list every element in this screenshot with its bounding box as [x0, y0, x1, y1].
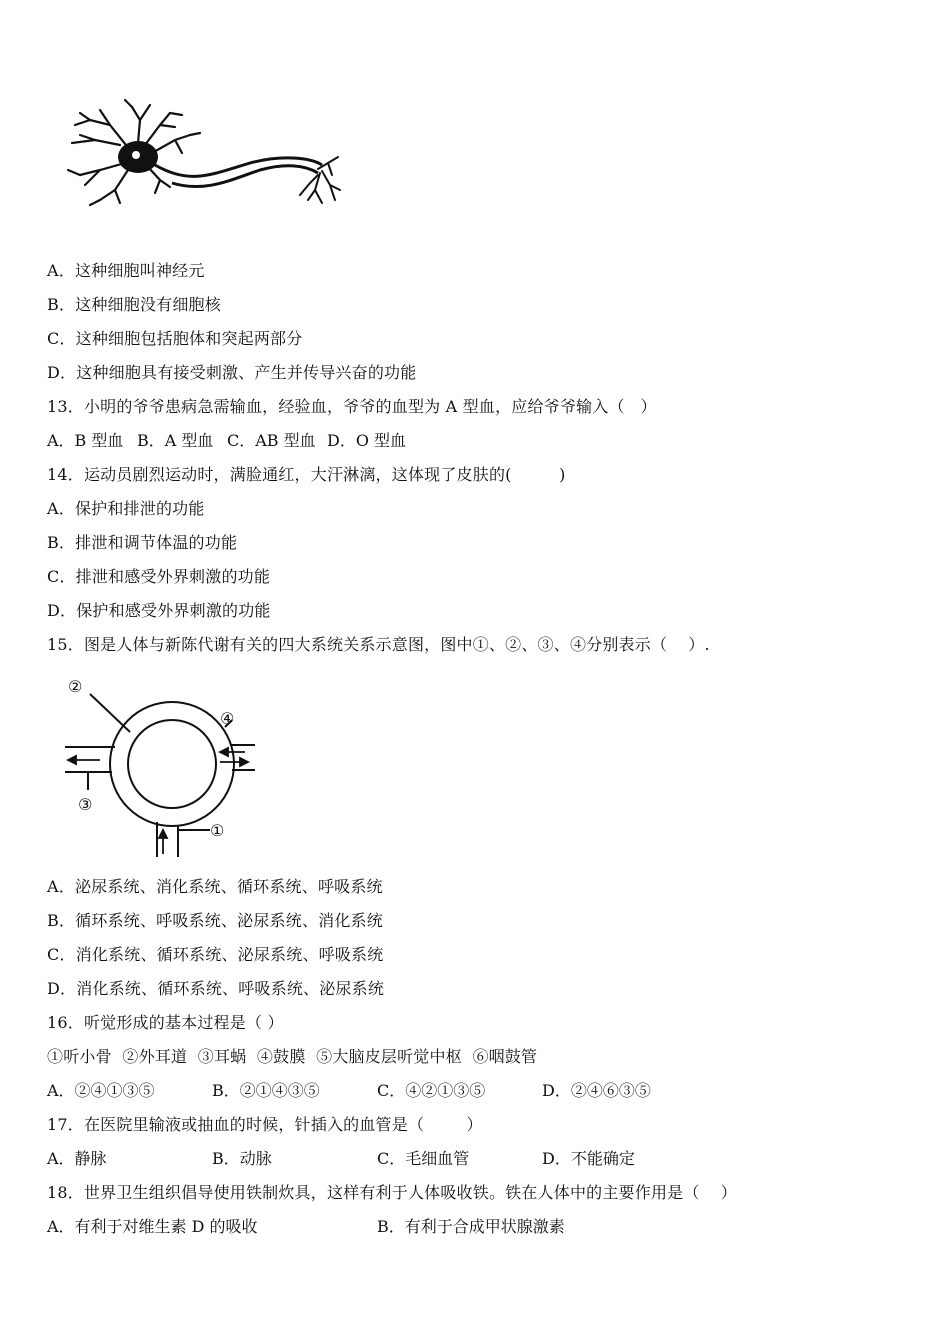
- q17-option-c: C．毛细血管: [377, 1149, 470, 1168]
- q17-option-b: B．动脉: [212, 1149, 272, 1168]
- q16-items: ①听小骨 ②外耳道 ③耳蜗 ④鼓膜 ⑤大脑皮层听觉中枢 ⑥咽鼓管: [47, 1047, 538, 1066]
- q12-option-b: B．这种细胞没有细胞核: [47, 295, 221, 314]
- q15-option-b: B．循环系统、呼吸系统、泌尿系统、消化系统: [47, 911, 383, 930]
- q14-stem: 14．运动员剧烈运动时，满脸通红，大汗淋漓，这体现了皮肤的( ): [47, 465, 566, 484]
- label-3: ③: [78, 795, 93, 814]
- q14-option-d: D．保护和感受外界刺激的功能: [47, 601, 271, 620]
- q15-stem: 15．图是人体与新陈代谢有关的四大系统关系示意图，图中①、②、③、④分别表示（ ）.: [47, 635, 710, 654]
- neuron-figure: [60, 95, 345, 225]
- q15-option-d: D．消化系统、循环系统、呼吸系统、泌尿系统: [47, 979, 385, 998]
- q15-option-c: C．消化系统、循环系统、泌尿系统、呼吸系统: [47, 945, 384, 964]
- systems-drawing: [60, 672, 270, 862]
- q13-option-d: D．O 型血: [327, 431, 407, 450]
- q17-option-a: A．静脉: [47, 1149, 107, 1168]
- q18-options: [47, 1217, 565, 1277]
- neuron-drawing: [60, 95, 345, 225]
- q13-option-a: A．B 型血: [47, 431, 124, 450]
- q16-option-b: B．②①④③⑤: [212, 1081, 320, 1100]
- q14-option-b: B．排泄和调节体温的功能: [47, 533, 238, 552]
- q17-option-d: D．不能确定: [542, 1149, 635, 1168]
- q12-option-c: C．这种细胞包括胞体和突起两部分: [47, 329, 303, 348]
- q18-stem: 18．世界卫生组织倡导使用铁制炊具，这样有利于人体吸收铁。铁在人体中的主要作用是（ ）: [47, 1183, 737, 1202]
- q18-option-a: A．有利于对维生素 D 的吸收: [47, 1217, 258, 1236]
- q16-option-d: D．②④⑥③⑤: [542, 1081, 651, 1100]
- q14-option-c: C．排泄和感受外界刺激的功能: [47, 567, 271, 586]
- q14-option-a: A．保护和排泄的功能: [47, 499, 205, 518]
- q18-option-b: B．有利于合成甲状腺激素: [377, 1217, 565, 1236]
- q15-option-a: A．泌尿系统、消化系统、循环系统、呼吸系统: [47, 877, 383, 896]
- q13-stem: 13．小明的爷爷患病急需输血，经验血，爷爷的血型为 A 型血，应给爷爷输入（ ）: [47, 397, 657, 416]
- systems-diagram: [60, 672, 270, 862]
- q13-option-b: B．A 型血: [137, 431, 214, 450]
- label-4: ④: [220, 709, 235, 728]
- q13-option-c: C．AB 型血: [227, 431, 316, 450]
- q17-stem: 17．在医院里输液或抽血的时候，针插入的血管是（ ）: [47, 1115, 483, 1134]
- q16-option-a: A．②④①③⑤: [47, 1081, 155, 1100]
- q12-option-d: D．这种细胞具有接受刺激、产生并传导兴奋的功能: [47, 363, 417, 382]
- q16-option-c: C．④②①③⑤: [377, 1081, 486, 1100]
- q16-stem: 16．听觉形成的基本过程是（ ）: [47, 1013, 284, 1032]
- label-1: ①: [210, 821, 225, 840]
- q12-option-a: A．这种细胞叫神经元: [47, 261, 205, 280]
- label-2: ②: [68, 677, 83, 696]
